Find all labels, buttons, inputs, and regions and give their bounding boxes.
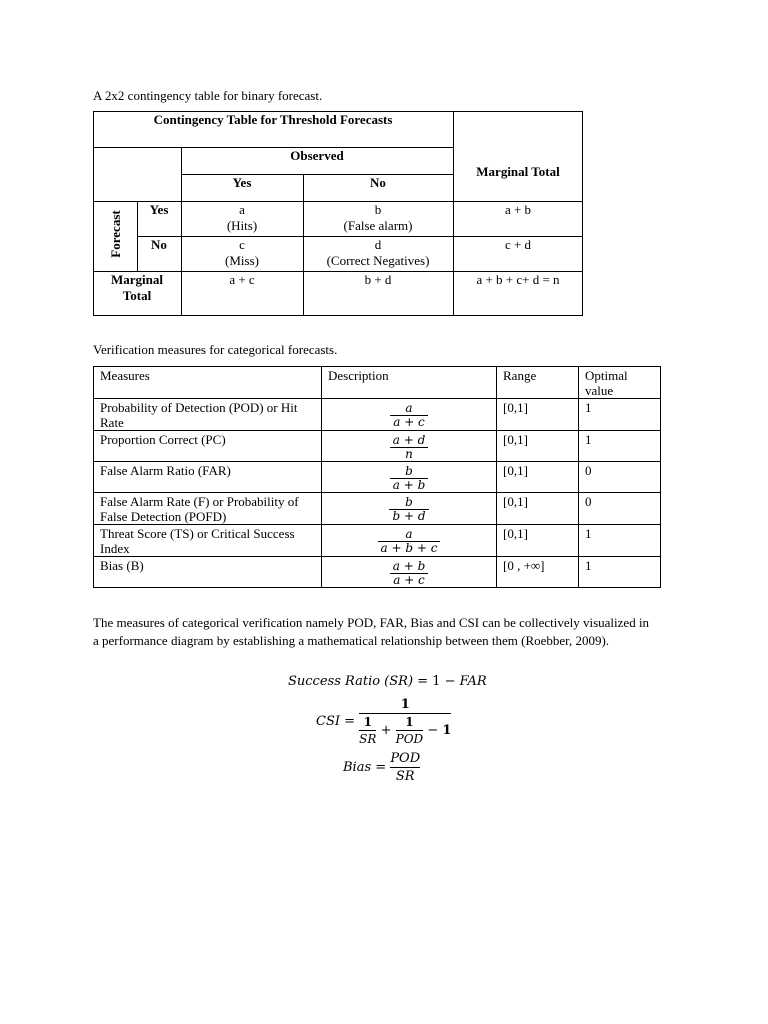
measures-header-row bbox=[94, 367, 661, 399]
forecast-no-label: No bbox=[151, 237, 167, 252]
measure-range: [0,1] bbox=[497, 399, 579, 431]
header-measures: Measures bbox=[94, 367, 322, 399]
measures-caption: Verification measures for categorical forecasts. bbox=[93, 342, 338, 357]
contingency-caption: A 2x2 contingency table for binary forecast. bbox=[93, 88, 323, 103]
table-row bbox=[94, 557, 661, 588]
measure-name: Threat Score (TS) or Critical Success Index bbox=[94, 525, 322, 557]
observed-no-header: No bbox=[370, 175, 386, 190]
table-row bbox=[94, 493, 661, 525]
table-row bbox=[94, 431, 661, 462]
contingency-title: Contingency Table for Threshold Forecasts bbox=[153, 112, 393, 127]
forecast-label: Forecast bbox=[108, 210, 123, 258]
marginal-total-row-label: Marginal Total bbox=[111, 272, 163, 303]
measure-optimal: 0 bbox=[579, 462, 661, 493]
forecast-yes-label: Yes bbox=[149, 202, 169, 217]
header-optimal-value: Optimal value bbox=[579, 367, 661, 399]
cell-d: d (Correct Negatives) bbox=[326, 237, 430, 268]
body-paragraph: The measures of categorical verification namely POD, FAR, Bias and CSI can be collectively visualized in a performance diagram by establishing a mathematical relationship between them (Roebber, 2009). bbox=[93, 615, 650, 648]
cell-b: b (False alarm) bbox=[343, 202, 413, 233]
total-row-no: c + d bbox=[504, 237, 532, 252]
header-range: Range bbox=[497, 367, 579, 399]
measure-optimal: 1 bbox=[579, 399, 661, 431]
measure-optimal: 1 bbox=[579, 557, 661, 588]
measure-optimal: 0 bbox=[579, 493, 661, 525]
measure-formula: $\frac{a}{a + c}$ bbox=[322, 399, 497, 431]
measure-formula: $\frac{a}{a + b + c}$ bbox=[322, 525, 497, 557]
measure-range: [0 , +∞] bbox=[497, 557, 579, 588]
table-row bbox=[94, 462, 661, 493]
marginal-total-header: Marginal Total bbox=[476, 164, 560, 179]
formula-csi: CSI = 1 $\frac{1}{SR}$ + $\frac{1}{\text{POD}}$ − 1 bbox=[316, 697, 452, 746]
grand-total: a + b + c+ d = n bbox=[476, 272, 560, 287]
measure-formula: $\frac{b}{b + d}$ bbox=[322, 493, 497, 525]
observed-header: Observed bbox=[290, 148, 344, 163]
measure-range: [0,1] bbox=[497, 431, 579, 462]
total-col-yes: a + c bbox=[229, 272, 255, 287]
measures-table bbox=[93, 366, 661, 588]
cell-c: c (Miss) bbox=[225, 237, 259, 268]
measure-name: False Alarm Rate (F) or Probability of False Detection (POFD) bbox=[94, 493, 322, 525]
measure-range: [0,1] bbox=[497, 493, 579, 525]
measure-name: False Alarm Ratio (FAR) bbox=[94, 462, 322, 493]
cell-a: a (Hits) bbox=[226, 202, 258, 233]
measure-optimal: 1 bbox=[579, 431, 661, 462]
measure-name: Bias (B) bbox=[94, 557, 322, 588]
header-description: Description bbox=[322, 367, 497, 399]
measure-optimal: 1 bbox=[579, 525, 661, 557]
observed-yes-header: Yes bbox=[232, 175, 252, 190]
table-row bbox=[94, 525, 661, 557]
formula-bias: Bias = $\frac{\text{POD}}{SR}$ bbox=[343, 751, 421, 784]
measure-range: [0,1] bbox=[497, 525, 579, 557]
measure-name: Probability of Detection (POD) or Hit Rate bbox=[94, 399, 322, 431]
contingency-table bbox=[93, 111, 583, 316]
measure-range: [0,1] bbox=[497, 462, 579, 493]
total-col-no: b + d bbox=[364, 272, 392, 287]
measure-formula: $\frac{b}{a + b}$ bbox=[322, 462, 497, 493]
formula-success-ratio: Success Ratio (SR) = 1 − FAR bbox=[288, 674, 487, 689]
measure-name: Proportion Correct (PC) bbox=[94, 431, 322, 462]
measure-formula: $\frac{a + b}{a + c}$ bbox=[322, 557, 497, 588]
table-row bbox=[94, 399, 661, 431]
total-row-yes: a + b bbox=[504, 202, 532, 217]
measure-formula: $\frac{a + d}{n}$ bbox=[322, 431, 497, 462]
